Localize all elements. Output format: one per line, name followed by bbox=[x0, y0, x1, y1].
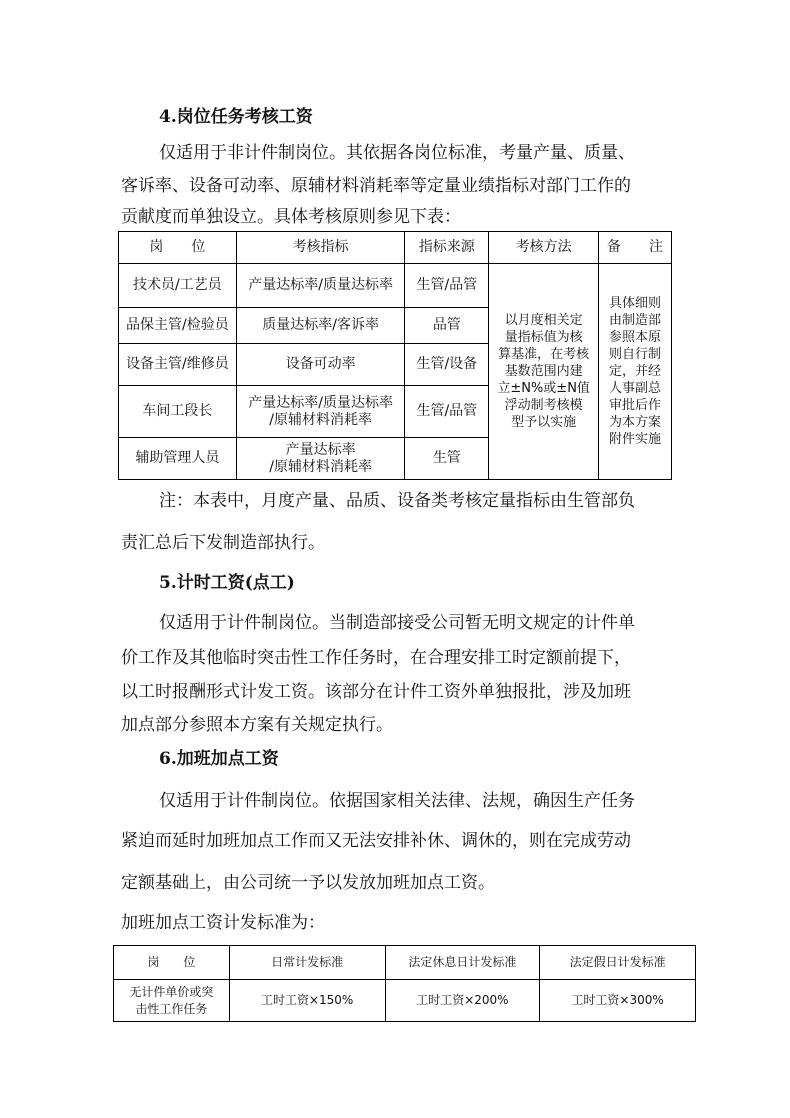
method-line: 算基准，在考核 bbox=[498, 347, 590, 362]
cell-source: 生管/品管 bbox=[405, 264, 489, 308]
method-line: 立±N%或±N值 bbox=[497, 381, 590, 396]
cell-indicator: 设备可动率 bbox=[236, 344, 405, 386]
method-line: 基数范围内建 bbox=[504, 364, 583, 379]
header-indicator: 考核指标 bbox=[236, 232, 405, 264]
cell-source: 生管/品管 bbox=[405, 386, 489, 438]
section4-paragraph-line: 客诉率、设备可动率、原辅材料消耗率等定量业绩指标对部门工作的 bbox=[121, 176, 631, 196]
section4-paragraph-line: 贡献度而单独设立。具体考核原则参见下表： bbox=[121, 207, 461, 227]
header-holiday: 法定假日计发标准 bbox=[540, 946, 696, 980]
table-row bbox=[119, 264, 672, 308]
section6-paragraph-line: 紧迫而延时加班加点工作而又无法安排补休、调休的，则在完成劳动 bbox=[121, 831, 631, 851]
remark-line: 为本方案 bbox=[609, 415, 662, 430]
cell-post: 车间工段长 bbox=[119, 386, 237, 438]
cell-indicator: 产量达标率/质量达标率 bbox=[236, 264, 405, 308]
header-post: 岗 位 bbox=[114, 946, 230, 980]
table-row bbox=[114, 980, 696, 1022]
section5-paragraph-line: 价工作及其他临时突击性工作任务时，在合理安排工时定额前提下， bbox=[121, 648, 631, 668]
remark-line: 参照本原 bbox=[609, 330, 662, 345]
remark-line: 审批后作 bbox=[609, 398, 662, 413]
cell-post: 品保主管/检验员 bbox=[119, 308, 237, 344]
cell-source: 生管 bbox=[405, 438, 489, 480]
header-remark: 备 注 bbox=[599, 232, 672, 264]
section6-paragraph-line: 定额基础上，由公司统一予以发放加班加点工资。 bbox=[121, 873, 495, 893]
remark-line: 由制造部 bbox=[609, 313, 662, 328]
note-line: 注：本表中，月度产量、品质、设备类考核定量指标由生管部负 bbox=[159, 491, 635, 511]
header-rest-day: 法定休息日计发标准 bbox=[385, 946, 540, 980]
section5-paragraph-line: 加点部分参照本方案有关规定执行。 bbox=[121, 715, 393, 735]
cell-indicator: 质量达标率/客诉率 bbox=[236, 308, 405, 344]
section5-paragraph-line: 以工时报酬形式计发工资。该部分在计件工资外单独报批，涉及加班 bbox=[121, 682, 631, 702]
remark-line: 具体细则 bbox=[609, 296, 662, 311]
standard-label: 加班加点工资计发标准为： bbox=[121, 913, 325, 933]
section6-paragraph-line: 仅适用于计件制岗位。依据国家相关法律、法规，确因生产任务 bbox=[159, 791, 635, 811]
method-line: 量指标值为核 bbox=[504, 330, 583, 345]
section5-paragraph-line: 仅适用于计件制岗位。当制造部接受公司暂无明文规定的计件单 bbox=[159, 613, 635, 633]
overtime-table bbox=[113, 945, 696, 1022]
cell-holiday: 工时工资×300% bbox=[540, 980, 696, 1022]
table-header-row bbox=[119, 232, 672, 264]
header-daily: 日常计发标准 bbox=[229, 946, 385, 980]
table-header-row bbox=[114, 946, 696, 980]
cell-daily: 工时工资×150% bbox=[229, 980, 385, 1022]
indicator-line: /原辅材料消耗率 bbox=[269, 411, 372, 428]
header-post: 岗 位 bbox=[119, 232, 237, 264]
cell-source: 品管 bbox=[405, 308, 489, 344]
cell-rest-day: 工时工资×200% bbox=[385, 980, 540, 1022]
cell-post: 辅助管理人员 bbox=[119, 438, 237, 480]
cell-remark bbox=[599, 264, 672, 480]
section4-heading: 4.岗位任务考核工资 bbox=[159, 107, 313, 127]
cell-indicator bbox=[236, 438, 405, 480]
method-line: 浮动制考核模 bbox=[504, 398, 583, 413]
method-line: 型予以实施 bbox=[511, 415, 577, 430]
cell-post: 设备主管/维修员 bbox=[119, 344, 237, 386]
cell-source: 生管/设备 bbox=[405, 344, 489, 386]
section5-heading: 5.计时工资(点工) bbox=[159, 573, 295, 593]
indicator-line: 产量达标率/质量达标率 bbox=[248, 394, 393, 411]
post-line: 击性工作任务 bbox=[135, 1001, 208, 1016]
cell-post bbox=[114, 980, 230, 1022]
section6-heading: 6.加班加点工资 bbox=[159, 749, 279, 769]
header-source: 指标来源 bbox=[405, 232, 489, 264]
cell-indicator bbox=[236, 386, 405, 438]
remark-line: 附件实施 bbox=[609, 432, 662, 447]
cell-method bbox=[489, 264, 599, 480]
indicator-line: 产量达标率 bbox=[285, 441, 356, 458]
note-line: 责汇总后下发制造部执行。 bbox=[121, 533, 325, 553]
remark-line: 则自行制 bbox=[609, 347, 662, 362]
indicator-line: /原辅材料消耗率 bbox=[269, 458, 372, 475]
cell-post: 技术员/工艺员 bbox=[119, 264, 237, 308]
remark-line: 定，并经 bbox=[609, 364, 662, 379]
remark-line: 人事副总 bbox=[609, 381, 662, 396]
header-method: 考核方法 bbox=[489, 232, 599, 264]
post-line: 无计件单价或突 bbox=[129, 984, 214, 999]
section4-paragraph-line: 仅适用于非计件制岗位。其依据各岗位标准，考量产量、质量、 bbox=[159, 143, 635, 163]
method-line: 以月度相关定 bbox=[504, 313, 583, 328]
assessment-table bbox=[118, 231, 672, 480]
